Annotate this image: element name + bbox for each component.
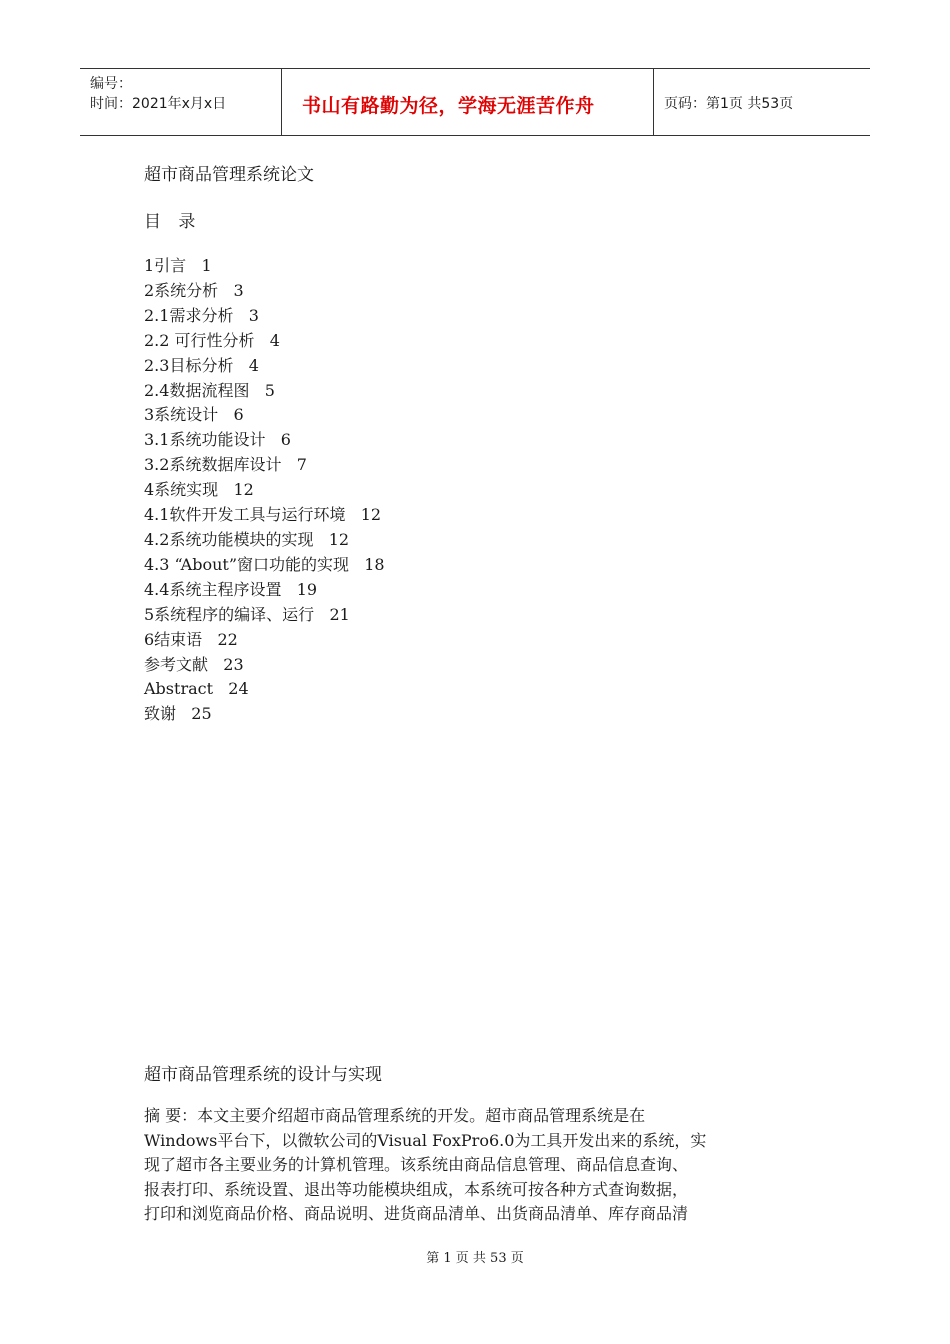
abstract-line: 打印和浏览商品价格、商品说明、进货商品清单、出货商品清单、库存商品清: [144, 1204, 689, 1224]
toc-entry[interactable]: 4.3 “About”窗口功能的实现 18: [144, 554, 385, 574]
toc-entry[interactable]: 4系统实现 12: [144, 480, 254, 500]
toc-entry[interactable]: 5系统程序的编译、运行 21: [144, 604, 350, 624]
toc-entry[interactable]: 2.1需求分析 3: [144, 305, 259, 325]
header-motto-cell: [282, 69, 654, 135]
toc-entry[interactable]: 4.4系统主程序设置 19: [144, 579, 318, 599]
abstract-line: 现了超市各主要业务的计算机管理。该系统由商品信息管理、商品信息查询、: [144, 1155, 689, 1175]
abstract-line: 报表打印、系统设置、退出等功能模块组成，本系统可按各种方式查询数据，: [144, 1179, 689, 1199]
toc-entry[interactable]: 2.3目标分析 4: [144, 355, 259, 375]
page-footer: 第 1 页 共 53 页: [426, 1251, 524, 1266]
header-info-cell: [80, 69, 282, 135]
toc-entry[interactable]: 4.1软件开发工具与运行环境 12: [144, 505, 382, 525]
page-header: [80, 68, 870, 136]
toc-entry[interactable]: 3.2系统数据库设计 7: [144, 455, 307, 475]
motto-text: 书山有路勤为径，学海无涯苦作舟: [302, 95, 595, 117]
number-label: 编号：: [90, 76, 132, 92]
toc-entry[interactable]: 2系统分析 3: [144, 280, 244, 300]
document-title: 超市商品管理系统论文: [144, 165, 314, 185]
toc-entry[interactable]: 参考文献 23: [144, 654, 244, 674]
toc-entry[interactable]: 3系统设计 6: [144, 405, 244, 425]
table-of-contents: [144, 254, 385, 727]
toc-entry[interactable]: 6结束语 22: [144, 629, 238, 649]
toc-entry[interactable]: 1引言 1: [144, 256, 212, 275]
date-label: 时间：2021年x月x日: [90, 96, 227, 112]
abstract-paragraph: [144, 1104, 804, 1227]
header-page-code: 页码：第1页 共53页: [664, 96, 794, 112]
abstract-line: 摘 要：本文主要介绍超市商品管理系统的开发。超市商品管理系统是在: [144, 1106, 646, 1125]
section-title: 超市商品管理系统的设计与实现: [144, 1065, 382, 1085]
toc-entry[interactable]: 4.2系统功能模块的实现 12: [144, 529, 350, 549]
toc-entry[interactable]: 3.1系统功能设计 6: [144, 430, 291, 450]
toc-entry[interactable]: 2.4数据流程图 5: [144, 380, 275, 400]
toc-heading: 目 录: [144, 212, 202, 232]
toc-entry[interactable]: 2.2 可行性分析 4: [144, 330, 280, 350]
toc-entry[interactable]: Abstract 24: [144, 679, 249, 699]
abstract-line: Windows平台下，以微软公司的Visual FoxPro6.0为工具开发出来的系统，实: [144, 1130, 707, 1150]
toc-entry[interactable]: 致谢 25: [144, 704, 212, 724]
